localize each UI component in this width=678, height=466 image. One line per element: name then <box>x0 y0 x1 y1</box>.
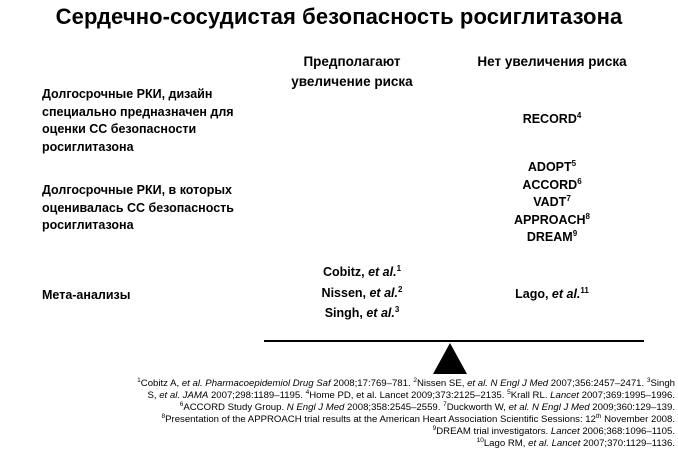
ref-number: 5 <box>571 158 577 168</box>
slide-title: Сердечно-сосудистая безопасность росиглитазона <box>55 4 623 29</box>
ref-number: 4 <box>576 110 582 120</box>
author: Nissen, <box>321 285 370 300</box>
row-label-line: росиглитазона <box>42 139 134 154</box>
author: Lago, <box>515 287 552 301</box>
trial-name: ACCORD <box>522 177 578 192</box>
reference-line: $^{10}$Lago RM, et al. Lancet 2007;370:1129–1136. <box>476 437 675 450</box>
trial-item <box>452 229 652 247</box>
reference-line: S, et al. JAMA 2007;298:1189–1195. $^4$Home PD, et al. Lancet 2009;373:2125–2135. $^5$Krall RL. Lancet 2007;369:1995–1996. <box>147 388 675 402</box>
trial-name: DREAM <box>526 230 573 244</box>
row-label-line: Долгосрочные РКИ, в которых <box>42 183 232 197</box>
column-header-line: увеличение риска <box>291 74 413 89</box>
balance-beam <box>264 340 644 342</box>
row-label-line: росиглитазона <box>42 218 134 232</box>
row-label-line: Долгосрочные РКИ, дизайн <box>42 87 213 101</box>
row-label-line: оценки СС безопасности <box>42 122 197 136</box>
row-label-other-rct <box>42 182 267 235</box>
trial-item <box>452 212 652 230</box>
column-header-increase-risk <box>272 52 432 92</box>
trial-name: VADT <box>533 195 567 209</box>
row-label-line: оценивалась СС безопасность <box>42 200 234 215</box>
reference-line: $^9$DREAM trial investigators. Lancet 2006;368:1096–1105. <box>432 425 675 438</box>
meta-item <box>262 262 462 283</box>
cell-meta-no-increase <box>452 285 652 304</box>
ref-number: 9 <box>572 228 578 238</box>
et-al: et al. <box>551 287 581 301</box>
cell-record <box>452 110 652 129</box>
cell-meta-increase <box>262 262 462 324</box>
ref-number: 8 <box>585 211 590 221</box>
reference-line: $^1$Cobitz A, et al. Pharmacoepidemiol Drug Saf 2008;17:769–781. $^2$Nissen SE, et al. N Engl J Med 2007;356:2457–2471. $^3$Singh <box>137 376 675 389</box>
ref-number: 7 <box>566 193 571 203</box>
reference-line: $^6$ACCORD Study Group. N Engl J Med 2008;358:2545–2559. $^7$Duckworth W, et al. N Engl J Med 2009;360:129–139. <box>179 401 675 414</box>
ref-number: 1 <box>396 263 402 273</box>
author: Singh, <box>324 306 367 320</box>
fulcrum-triangle-icon <box>433 343 467 374</box>
author: Cobitz, <box>322 265 369 279</box>
trial-item <box>452 194 652 212</box>
references <box>4 378 675 451</box>
meta-item <box>262 283 462 304</box>
trial-item <box>452 159 652 177</box>
et-al: et al. <box>368 265 397 279</box>
trial-name: APPROACH <box>514 212 586 227</box>
ref-number: 11 <box>580 285 589 295</box>
trial-name: RECORD <box>522 112 577 126</box>
et-al: et al. <box>366 306 395 320</box>
ref-number: 3 <box>394 304 400 314</box>
cell-trial-list <box>452 159 652 247</box>
row-label-dedicated-rct <box>42 86 267 156</box>
column-header-line: Предполагают <box>303 54 401 69</box>
row-label-line: Мета-анализы <box>42 288 131 302</box>
ref-number: 6 <box>577 176 582 186</box>
row-label-line: специально предназначен для <box>42 104 234 119</box>
row-label-meta-analyses <box>42 287 267 305</box>
et-al: et al. <box>369 285 398 300</box>
ref-number: 2 <box>397 284 403 294</box>
trial-item <box>452 177 652 195</box>
column-header-no-increase: Нет увеличения риска <box>477 54 627 69</box>
trial-name: ADOPT <box>527 160 572 174</box>
meta-item <box>262 303 462 324</box>
reference-line: $^8$Presentation of the APPROACH trial results at the American Heart Association Scientific Sessions: 12th November 2008. <box>161 413 675 426</box>
